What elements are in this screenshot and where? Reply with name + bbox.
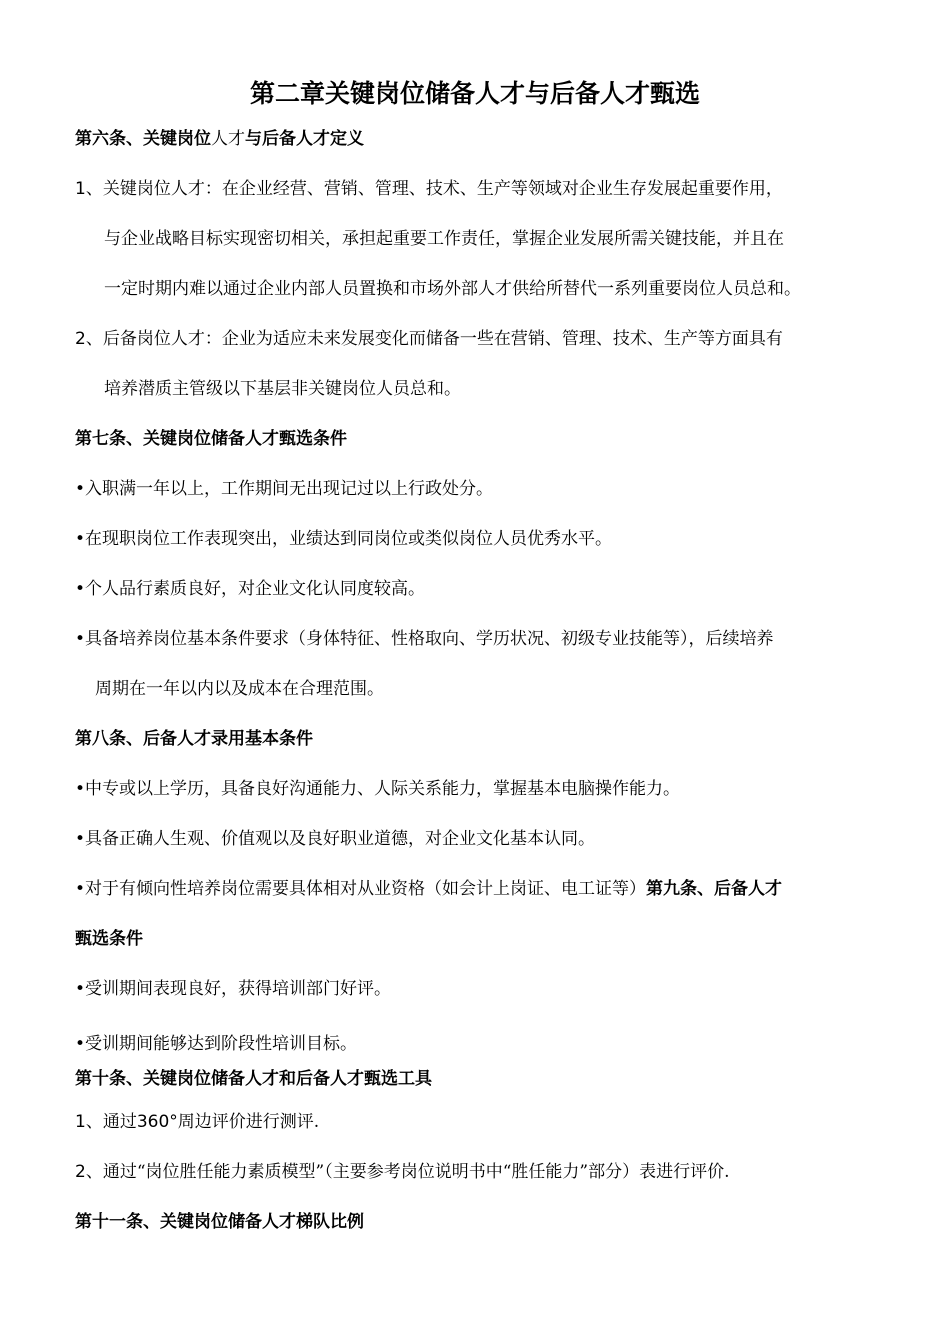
article-8-bullet-3	[75, 877, 782, 901]
item-number: 1、	[75, 179, 103, 199]
article-6-heading	[75, 127, 364, 151]
bullet-glyph: •	[75, 829, 86, 849]
article-6-heading-part-b: 人才	[211, 129, 245, 149]
article-10-item-1	[75, 1110, 319, 1134]
bullet-text: 受训期间表现良好，获得培训部门好评。	[85, 979, 392, 999]
bullet-glyph: •	[75, 879, 86, 899]
bullet-glyph: •	[75, 779, 86, 799]
article-7-bullet-2	[75, 527, 612, 551]
article-10-heading: 第十条、关键岗位储备人才和后备人才甄选工具	[75, 1069, 432, 1089]
article-7-heading: 第七条、关键岗位储备人才甄选条件	[75, 429, 347, 449]
article-7-bullet-4-line-2: 周期在一年以内以及成本在合理范围。	[95, 679, 384, 699]
chapter-title: 第二章关键岗位储备人才与后备人才甄选	[249, 79, 700, 108]
article-6-item-1-line-2: 与企业战略目标实现密切相关，承担起重要工作责任，掌握企业发展所需关键技能，并且在	[104, 229, 784, 249]
article-7-bullet-4-line-1	[75, 627, 774, 651]
item-number: 1、	[75, 1112, 103, 1132]
item-text-b: 360°	[136, 1112, 178, 1132]
article-6-item-1-line-3: 一定时期内难以通过企业内部人员置换和市场外部人才供给所替代一系列重要岗位人员总和。	[104, 279, 801, 299]
article-6-heading-part-a: 第六条、关键岗位	[75, 129, 211, 149]
item-number: 2、	[75, 329, 103, 349]
article-8-bullet-2	[75, 827, 595, 851]
article-8-bullet-1	[75, 777, 680, 801]
bullet-text: 受训期间能够达到阶段性培训目标。	[85, 1034, 358, 1054]
item-number: 2、	[75, 1162, 103, 1182]
bullet-glyph: •	[75, 629, 86, 649]
item-text: 后备岗位人才：企业为适应未来发展变化而储备一些在营销、管理、技术、生产等方面具有	[102, 329, 783, 349]
bullet-text: 具备培养岗位基本条件要求（身体特征、性格取向、学历状况、初级专业技能等），后续培养	[85, 629, 774, 649]
bullet-text: 在现职岗位工作表现突出，业绩达到同岗位或类似岗位人员优秀水平。	[85, 529, 613, 549]
article-8-heading: 第八条、后备人才录用基本条件	[75, 729, 313, 749]
article-6-item-2-line-2: 培养潜质主管级以下基层非关键岗位人员总和。	[104, 379, 461, 399]
article-11-heading: 第十一条、关键岗位储备人才梯队比例	[75, 1212, 364, 1232]
item-text-a: 通过	[102, 1112, 137, 1132]
article-9-heading-part-a: 第九条、后备人才	[646, 879, 783, 899]
article-6-item-2-line-1	[75, 327, 783, 351]
article-6-item-1-line-1	[75, 177, 783, 201]
item-text: 通过“岗位胜任能力素质模型”（主要参考岗位说明书中“胜任能力”部分）表进行评价.	[102, 1162, 730, 1182]
article-6-heading-part-c: 与后备人才定义	[245, 129, 364, 149]
article-7-bullet-3	[75, 577, 425, 601]
bullet-glyph: •	[75, 529, 86, 549]
bullet-text: 入职满一年以上，工作期间无出现记过以上行政处分。	[85, 479, 494, 499]
article-9-heading-part-b: 甄选条件	[75, 929, 143, 949]
item-text-c: 周边评价进行测评.	[177, 1112, 320, 1132]
article-10-item-2	[75, 1160, 730, 1184]
bullet-text: 个人品行素质良好，对企业文化认同度较高。	[85, 579, 426, 599]
bullet-text: 具备正确人生观、价值观以及良好职业道德，对企业文化基本认同。	[85, 829, 596, 849]
bullet-glyph: •	[75, 979, 86, 999]
bullet-text: 中专或以上学历，具备良好沟通能力、人际关系能力，掌握基本电脑操作能力。	[85, 779, 681, 799]
bullet-glyph: •	[75, 579, 86, 599]
article-9-bullet-2	[75, 1032, 357, 1056]
bullet-glyph: •	[75, 479, 86, 499]
bullet-glyph: •	[75, 1034, 86, 1054]
article-9-bullet-1	[75, 977, 391, 1001]
bullet-text: 对于有倾向性培养岗位需要具体相对从业资格（如会计上岗证、电工证等）	[85, 879, 647, 899]
article-7-bullet-1	[75, 477, 493, 501]
item-text: 关键岗位人才：在企业经营、营销、管理、技术、生产等领域对企业生存发展起重要作用，	[102, 179, 783, 199]
